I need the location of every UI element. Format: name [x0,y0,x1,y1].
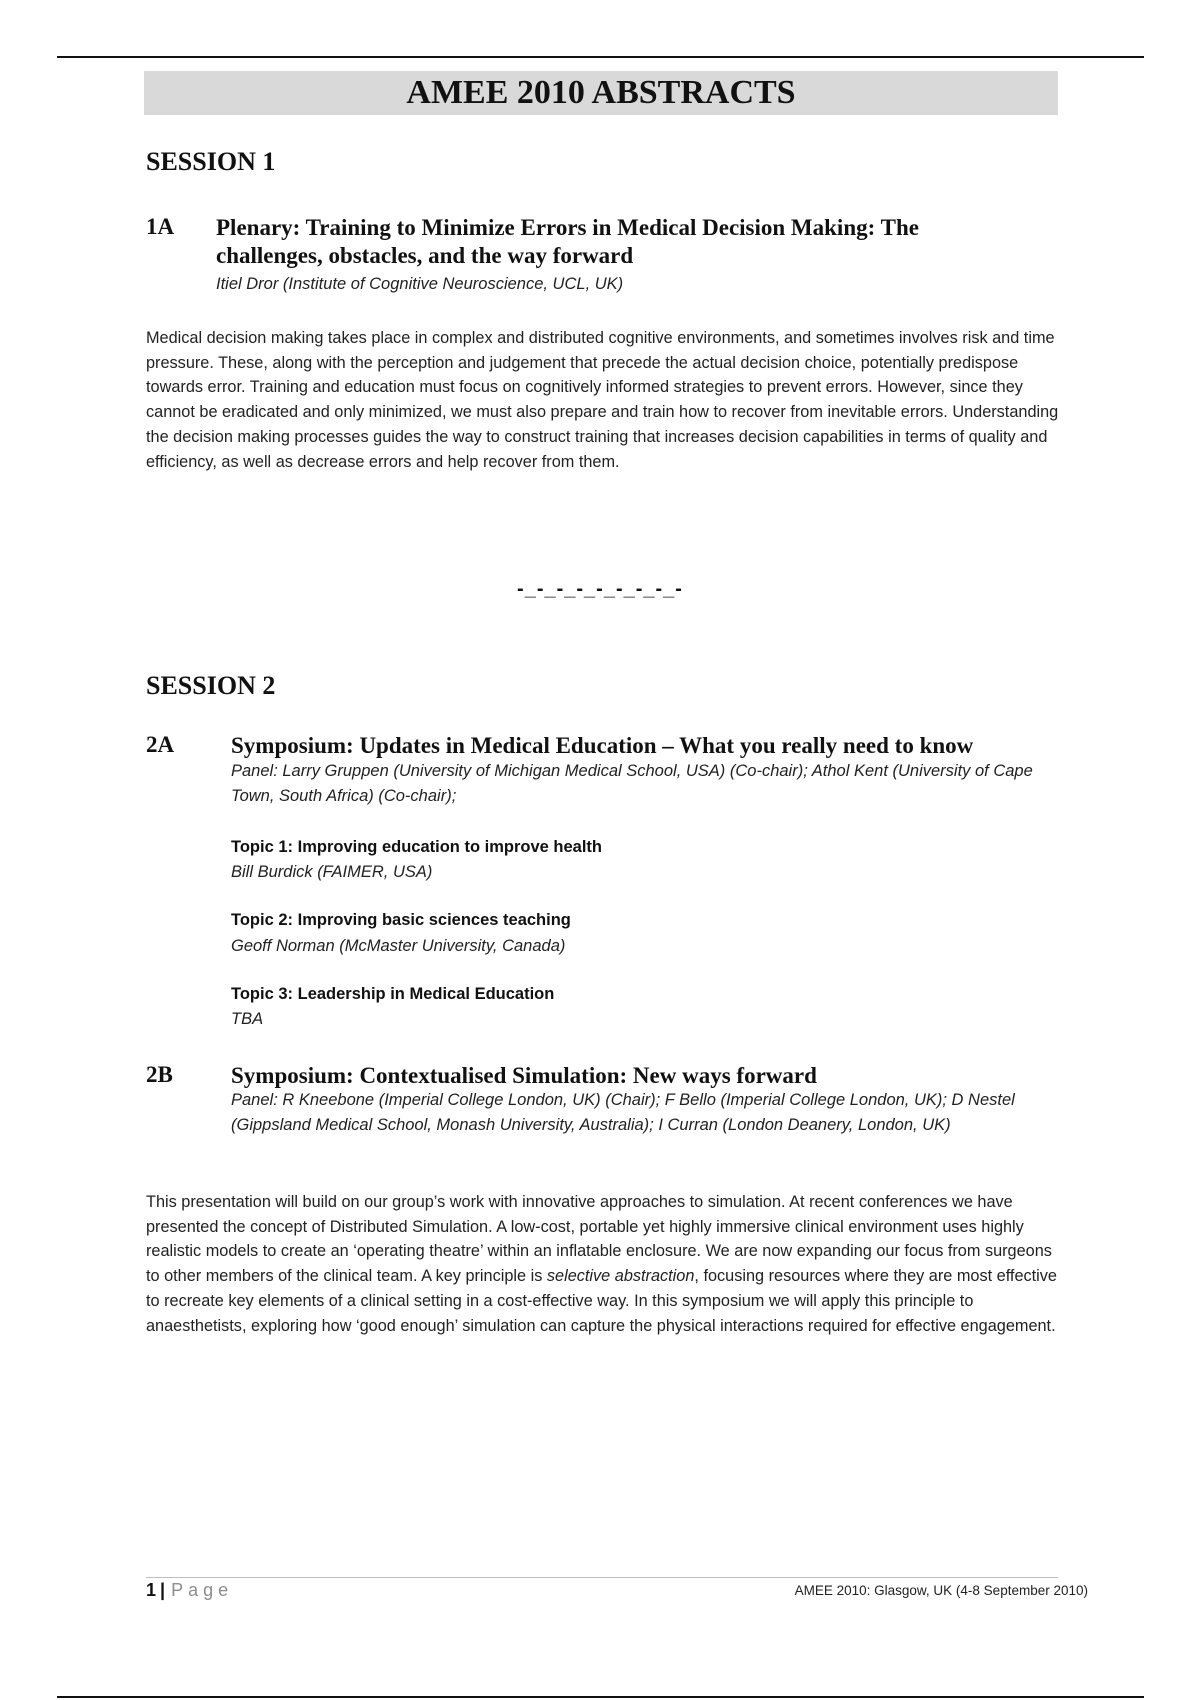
page-separator: | [160,1580,166,1600]
item-1a-title [216,214,1076,270]
item-2a-code: 2A [146,732,175,757]
topic-2-title: Topic 2: Improving basic sciences teaching [231,911,571,929]
item-1a-author: Itiel Dror (Institute of Cognitive Neuroscience, UCL, UK) [216,275,624,293]
topic-1-speaker: Bill Burdick (FAIMER, USA) [231,863,433,881]
item-1a-title-line2: challenges, obstacles, and the way forward [216,243,634,268]
item-2b-code: 2B [146,1062,173,1087]
top-rule [57,56,1144,58]
item-2b-abstract-part1: This presentation will build on our group’s work with innovative approaches to simulation. At recent conferences we have presented the concept of Distributed Simulation. A low-cost, portable yet highly immersive clinical environment uses highly realistic models to create an ‘operating theatre’ within an inflatable enclosure. We are now expanding our focus from surgeons to other members of the clinical team. A key principle is [146,1193,1052,1286]
page-number: 1 [146,1580,157,1600]
topic-2-speaker: Geoff Norman (McMaster University, Canada) [231,937,566,955]
item-1a-code: 1A [146,214,175,239]
item-2a-panel: Panel: Larry Gruppen (University of Michigan Medical School, USA) (Co-chair); Athol Kent (University of Cape Town, South Africa) (Co-chair); [231,762,1033,805]
bottom-rule [57,1696,1144,1698]
item-2b-title: Symposium: Contextualised Simulation: New ways forward [231,1063,817,1088]
topic-1-title: Topic 1: Improving education to improve health [231,838,602,856]
document-title: AMEE 2010 ABSTRACTS [144,71,1058,115]
item-2b-abstract-part2: , focusing resources where they are most effective to recreate key elements of a clinical setting in a cost-effective way. In this symposium we will apply this principle to anaesthetists, exploring how ‘good enough’ simulation can capture the physical interactions required for effective engagement. [146,1267,1057,1335]
item-2b-abstract [146,1190,1066,1338]
item-2b-abstract-emphasis: selective abstraction [546,1267,695,1286]
page-label: Page [171,1580,234,1600]
footer-page-number [146,1580,233,1601]
session-2-heading: SESSION 2 [146,671,276,700]
session-1-heading: SESSION 1 [146,147,276,176]
topic-3-speaker: TBA [231,1010,264,1028]
footer-rule [146,1577,1058,1578]
topic-3-title: Topic 3: Leadership in Medical Education [231,985,555,1003]
item-2b-panel: Panel: R Kneebone (Imperial College London, UK) (Chair); F Bello (Imperial College London, UK); D Nestel (Gippsland Medical School, Monash University, Australia); I Curran (London Deanery, London, UK) [231,1091,1015,1134]
item-1a-abstract: Medical decision making takes place in complex and distributed cognitive environments, and sometimes involves risk and time pressure. These, along with the perception and judgement that precede the actual decision choice, potentially predispose towards error. Training and education must focus on cognitively informed strategies to prevent errors. However, since they cannot be eradicated and only minimized, we must also prepare and train how to recover from inevitable errors. Understanding the decision making processes guides the way to construct training that increases decision capabilities in terms of quality and efficiency, as well as decrease errors and help recover from them. [146,329,1059,471]
section-divider: -_-_-_-_-_-_-_-_- [517,578,683,600]
footer-conference-info: AMEE 2010: Glasgow, UK (4-8 September 2010) [794,1583,1088,1598]
item-1a-title-line1: Plenary: Training to Minimize Errors in Medical Decision Making: The [216,215,919,240]
item-2a-title: Symposium: Updates in Medical Education – What you really need to know [231,733,974,758]
